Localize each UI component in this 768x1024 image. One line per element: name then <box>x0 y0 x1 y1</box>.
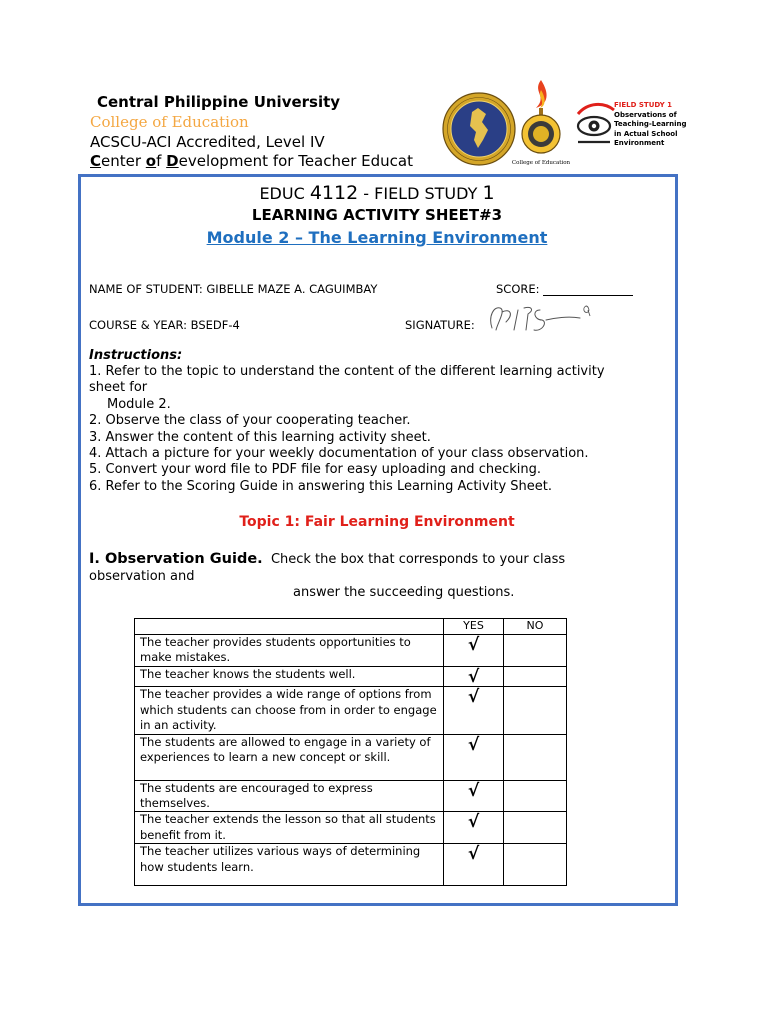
table-cell-item: The teacher provides students opportunities to make mistakes. <box>135 635 444 667</box>
table-cell-no[interactable] <box>504 780 567 812</box>
table-header-yes: YES <box>444 619 504 635</box>
student-name: NAME OF STUDENT: GIBELLE MAZE A. CAGUIMBAY <box>89 282 378 296</box>
course-year: COURSE & YEAR: BSEDF-4 <box>89 318 240 332</box>
topic-heading: Topic 1: Fair Learning Environment <box>239 514 515 530</box>
table-row <box>135 780 567 812</box>
table-cell-no[interactable] <box>504 812 567 844</box>
table-cell-yes[interactable] <box>444 667 504 687</box>
instructions-list <box>89 364 659 495</box>
accreditation-text: ACSCU-ACI Accredited, Level IV <box>90 133 325 151</box>
score-field: SCORE: <box>496 282 633 296</box>
table-cell-yes[interactable] <box>444 844 504 886</box>
table-header-row <box>135 619 567 635</box>
check-mark-icon: √ <box>467 780 480 801</box>
university-name: Central Philippine University <box>97 93 341 111</box>
check-mark-icon: √ <box>467 844 480 865</box>
table-cell-no[interactable] <box>504 667 567 687</box>
table-row <box>135 667 567 687</box>
center-text: Center of Development for Teacher Educat <box>90 152 413 170</box>
table-cell-yes[interactable] <box>444 780 504 812</box>
check-mark-icon: √ <box>467 667 480 687</box>
table-row <box>135 812 567 844</box>
table-cell-no[interactable] <box>504 734 567 780</box>
signature-label: SIGNATURE: <box>405 318 475 332</box>
score-line <box>543 285 633 296</box>
table-cell-yes[interactable] <box>444 812 504 844</box>
university-seal-logo <box>442 92 516 166</box>
instruction-item: 2. Observe the class of your cooperating teacher. <box>89 413 411 429</box>
check-mark-icon: √ <box>467 687 480 708</box>
table-header-item <box>135 619 444 635</box>
table-row <box>135 734 567 780</box>
table-cell-item: The students are allowed to engage in a variety of experiences to learn a new concept or skill. <box>135 734 444 780</box>
instruction-item: Module 2. <box>107 396 171 412</box>
instruction-item: 3. Answer the content of this learning activity sheet. <box>89 429 431 445</box>
table-cell-yes[interactable] <box>444 687 504 734</box>
table-cell-no[interactable] <box>504 844 567 886</box>
instruction-item: 1. Refer to the topic to understand the content of the different learning activity <box>89 364 605 379</box>
table-row <box>135 687 567 734</box>
observation-checklist-table <box>134 618 567 886</box>
instruction-item: 5. Convert your word file to PDF file for easy uploading and checking. <box>89 462 541 478</box>
table-cell-item: The teacher knows the students well. <box>135 667 444 687</box>
table-cell-item: The students are encouraged to express themselves. <box>135 780 444 812</box>
instruction-item: 4. Attach a picture for your weekly documentation of your class observation. <box>89 446 589 462</box>
college-name: College of Education <box>90 113 249 131</box>
observation-guide: I. Observation Guide. Check the box that corresponds to your class observation and answer the succeeding questions. <box>89 551 566 600</box>
instruction-item: sheet for <box>89 380 148 396</box>
course-title: EDUC 4112 - FIELD STUDY 1 <box>259 182 495 204</box>
handwritten-signature <box>484 300 600 336</box>
check-mark-icon: √ <box>467 635 480 655</box>
table-row <box>135 635 567 667</box>
college-of-education-logo <box>511 78 571 166</box>
table-cell-no[interactable] <box>504 635 567 667</box>
module-title: Module 2 – The Learning Environment <box>206 228 548 247</box>
table-row <box>135 844 567 886</box>
college-logo-caption: College of Education <box>511 160 571 166</box>
table-cell-no[interactable] <box>504 687 567 734</box>
table-cell-yes[interactable] <box>444 635 504 667</box>
table-header-no: NO <box>504 619 567 635</box>
table-cell-yes[interactable] <box>444 734 504 780</box>
observation-lead: I. Observation Guide. <box>89 551 263 567</box>
check-mark-icon: √ <box>467 734 480 755</box>
table-cell-item: The teacher extends the lesson so that all students benefit from it. <box>135 812 444 844</box>
instructions-heading: Instructions: <box>89 348 183 363</box>
check-mark-icon: √ <box>467 812 480 833</box>
sheet-title: LEARNING ACTIVITY SHEET#3 <box>251 206 503 224</box>
instruction-item: 6. Refer to the Scoring Guide in answering this Learning Activity Sheet. <box>89 478 552 494</box>
table-cell-item: The teacher provides a wide range of options from which students can choose from in order to engage in an activity. <box>135 687 444 734</box>
field-study-logo-text: FIELD STUDY 1 Observations of Teaching-Learning in Actual School Environment <box>614 101 687 148</box>
table-cell-item: The teacher utilizes various ways of determining how students learn. <box>135 844 444 886</box>
